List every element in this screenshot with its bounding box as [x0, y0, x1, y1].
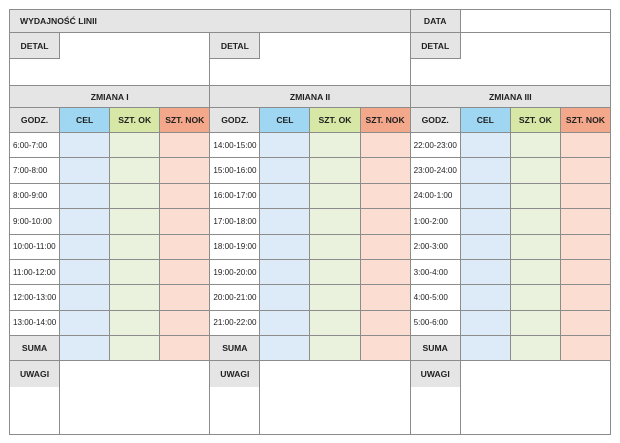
hour-label: 19:00-20:00 [210, 260, 260, 285]
shift-3-suma-ok[interactable] [511, 336, 561, 361]
shift-1-suma-ok[interactable] [110, 336, 160, 361]
hour-label: 10:00-11:00 [10, 235, 60, 260]
cel-cell[interactable] [60, 235, 110, 260]
nok-cell[interactable] [160, 285, 210, 310]
nok-cell[interactable] [561, 285, 611, 310]
ok-cell[interactable] [310, 158, 360, 183]
hour-label: 13:00-14:00 [10, 311, 60, 336]
shift-2-title: ZMIANA II [210, 86, 410, 108]
ok-cell[interactable] [310, 235, 360, 260]
hour-label: 4:00-5:00 [411, 285, 461, 310]
hour-label: 9:00-10:00 [10, 209, 60, 234]
cel-cell[interactable] [60, 133, 110, 158]
shift-1-nok-header: SZT. NOK [160, 108, 210, 133]
shift-3-title: ZMIANA III [411, 86, 611, 108]
nok-cell[interactable] [561, 209, 611, 234]
shift-1-godz-header: GODZ. [10, 108, 60, 133]
ok-cell[interactable] [110, 184, 160, 209]
ok-cell[interactable] [511, 311, 561, 336]
hour-label: 18:00-19:00 [210, 235, 260, 260]
ok-cell[interactable] [310, 209, 360, 234]
shift-1-uwagi-field-bottom[interactable] [10, 387, 60, 435]
date-field[interactable] [461, 10, 611, 33]
ok-cell[interactable] [310, 260, 360, 285]
shift-2-uwagi-field-bottom[interactable] [210, 387, 260, 435]
ok-cell[interactable] [110, 158, 160, 183]
hour-label: 24:00-1:00 [411, 184, 461, 209]
cel-cell[interactable] [260, 285, 310, 310]
hour-label: 8:00-9:00 [10, 184, 60, 209]
nok-cell[interactable] [361, 209, 411, 234]
shift-2-suma-nok[interactable] [361, 336, 411, 361]
shift-2-uwagi-field[interactable] [260, 361, 410, 435]
line-efficiency-form [9, 9, 611, 435]
ok-cell[interactable] [310, 184, 360, 209]
shift-2-nok-header: SZT. NOK [361, 108, 411, 133]
shift-2-cel-header: CEL [260, 108, 310, 133]
shift-1-detal-field[interactable] [10, 59, 210, 86]
ok-cell[interactable] [511, 209, 561, 234]
shift-1-cel-header: CEL [60, 108, 110, 133]
nok-cell[interactable] [160, 260, 210, 285]
hour-label: 11:00-12:00 [10, 260, 60, 285]
ok-cell[interactable] [511, 235, 561, 260]
hour-label: 16:00-17:00 [210, 184, 260, 209]
shift-3-suma-label: SUMA [411, 336, 461, 361]
ok-cell[interactable] [511, 133, 561, 158]
shift-2-detal-label: DETAL [210, 33, 260, 59]
shift-1-detal-label: DETAL [10, 33, 60, 59]
shift-3-cel-header: CEL [461, 108, 511, 133]
shift-2-detal-field-top[interactable] [260, 33, 410, 59]
shift-2-detal-field[interactable] [210, 59, 410, 86]
shift-3-nok-header: SZT. NOK [561, 108, 611, 133]
hour-label: 2:00-3:00 [411, 235, 461, 260]
shift-2-godz-header: GODZ. [210, 108, 260, 133]
ok-cell[interactable] [110, 260, 160, 285]
nok-cell[interactable] [561, 311, 611, 336]
form-title: WYDAJNOŚĆ LINII [10, 10, 411, 33]
ok-cell[interactable] [310, 311, 360, 336]
ok-cell[interactable] [110, 311, 160, 336]
nok-cell[interactable] [160, 235, 210, 260]
shift-3-detal-label: DETAL [411, 33, 461, 59]
hour-label: 22:00-23:00 [411, 133, 461, 158]
cel-cell[interactable] [60, 285, 110, 310]
hour-label: 7:00-8:00 [10, 158, 60, 183]
cel-cell[interactable] [461, 133, 511, 158]
date-label: DATA [411, 10, 461, 33]
cel-cell[interactable] [461, 285, 511, 310]
cel-cell[interactable] [60, 260, 110, 285]
nok-cell[interactable] [160, 133, 210, 158]
shift-1-suma-cel[interactable] [60, 336, 110, 361]
hour-label: 17:00-18:00 [210, 209, 260, 234]
cel-cell[interactable] [60, 184, 110, 209]
shift-2-suma-ok[interactable] [310, 336, 360, 361]
shift-2-uwagi-label: UWAGI [210, 361, 260, 387]
shift-2-suma-cel[interactable] [260, 336, 310, 361]
nok-cell[interactable] [561, 158, 611, 183]
ok-cell[interactable] [110, 235, 160, 260]
cel-cell[interactable] [60, 158, 110, 183]
nok-cell[interactable] [361, 133, 411, 158]
shift-3-ok-header: SZT. OK [511, 108, 561, 133]
cel-cell[interactable] [461, 235, 511, 260]
ok-cell[interactable] [511, 285, 561, 310]
hour-label: 12:00-13:00 [10, 285, 60, 310]
nok-cell[interactable] [361, 311, 411, 336]
shift-3-uwagi-field[interactable] [461, 361, 611, 435]
hour-label: 1:00-2:00 [411, 209, 461, 234]
ok-cell[interactable] [511, 158, 561, 183]
cel-cell[interactable] [260, 184, 310, 209]
nok-cell[interactable] [361, 285, 411, 310]
shift-3-detal-field[interactable] [411, 59, 611, 86]
shift-3-uwagi-label: UWAGI [411, 361, 461, 387]
ok-cell[interactable] [511, 260, 561, 285]
ok-cell[interactable] [310, 285, 360, 310]
nok-cell[interactable] [361, 260, 411, 285]
hour-label: 21:00-22:00 [210, 311, 260, 336]
nok-cell[interactable] [160, 209, 210, 234]
shift-1-suma-label: SUMA [10, 336, 60, 361]
shift-1-uwagi-label: UWAGI [10, 361, 60, 387]
cel-cell[interactable] [260, 209, 310, 234]
nok-cell[interactable] [561, 260, 611, 285]
hour-label: 5:00-6:00 [411, 311, 461, 336]
shift-3-godz-header: GODZ. [411, 108, 461, 133]
hour-label: 23:00-24:00 [411, 158, 461, 183]
cel-cell[interactable] [461, 209, 511, 234]
shift-2-suma-label: SUMA [210, 336, 260, 361]
shift-1-uwagi-field[interactable] [60, 361, 210, 435]
shift-3-uwagi-field-bottom[interactable] [411, 387, 461, 435]
nok-cell[interactable] [561, 184, 611, 209]
hour-label: 14:00-15:00 [210, 133, 260, 158]
nok-cell[interactable] [160, 158, 210, 183]
shift-2-ok-header: SZT. OK [310, 108, 360, 133]
ok-cell[interactable] [310, 133, 360, 158]
nok-cell[interactable] [561, 235, 611, 260]
nok-cell[interactable] [361, 184, 411, 209]
cel-cell[interactable] [60, 209, 110, 234]
cel-cell[interactable] [260, 133, 310, 158]
cel-cell[interactable] [260, 311, 310, 336]
shift-1-detal-field-top[interactable] [60, 33, 210, 59]
shift-1-ok-header: SZT. OK [110, 108, 160, 133]
cel-cell[interactable] [260, 235, 310, 260]
shift-1-title: ZMIANA I [10, 86, 210, 108]
ok-cell[interactable] [511, 184, 561, 209]
nok-cell[interactable] [361, 235, 411, 260]
nok-cell[interactable] [561, 133, 611, 158]
ok-cell[interactable] [110, 209, 160, 234]
hour-label: 20:00-21:00 [210, 285, 260, 310]
shift-3-suma-cel[interactable] [461, 336, 511, 361]
cel-cell[interactable] [461, 260, 511, 285]
cel-cell[interactable] [461, 184, 511, 209]
hour-label: 15:00-16:00 [210, 158, 260, 183]
cel-cell[interactable] [260, 260, 310, 285]
shift-1-suma-nok[interactable] [160, 336, 210, 361]
nok-cell[interactable] [160, 184, 210, 209]
cel-cell[interactable] [461, 311, 511, 336]
cel-cell[interactable] [260, 158, 310, 183]
cel-cell[interactable] [60, 311, 110, 336]
hour-label: 6:00-7:00 [10, 133, 60, 158]
shift-3-detal-field-top[interactable] [461, 33, 611, 59]
cel-cell[interactable] [461, 158, 511, 183]
shift-3-suma-nok[interactable] [561, 336, 611, 361]
ok-cell[interactable] [110, 285, 160, 310]
nok-cell[interactable] [361, 158, 411, 183]
ok-cell[interactable] [110, 133, 160, 158]
hour-label: 3:00-4:00 [411, 260, 461, 285]
nok-cell[interactable] [160, 311, 210, 336]
